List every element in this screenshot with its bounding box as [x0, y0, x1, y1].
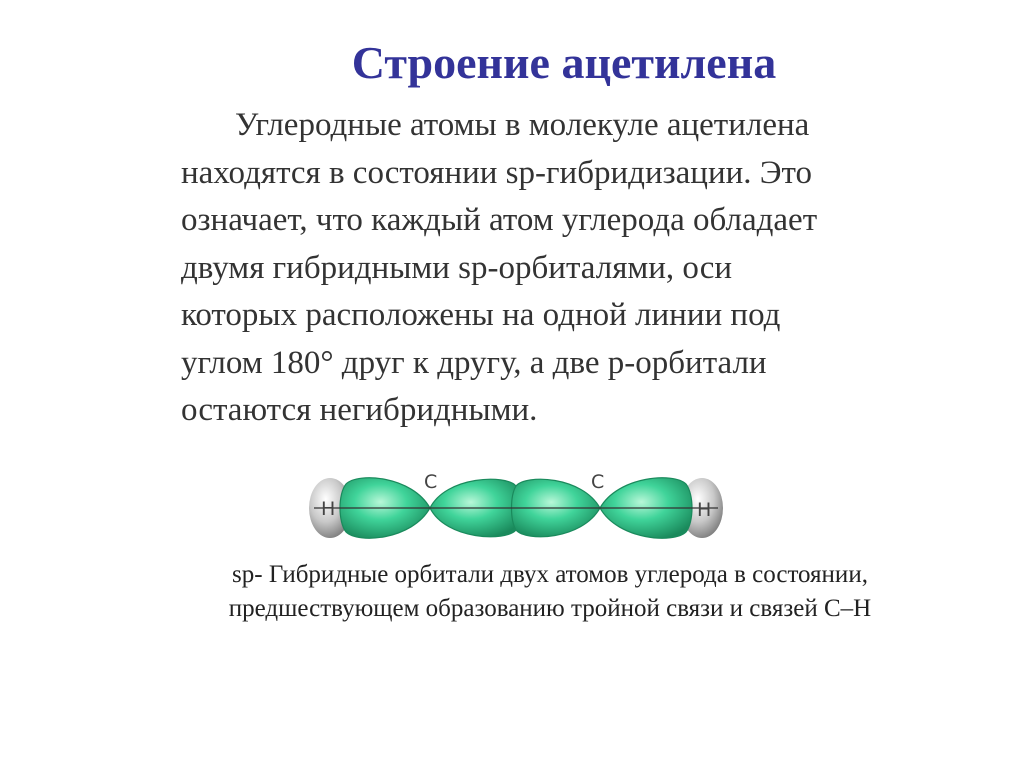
paragraph-line: Углеродные атомы в молекуле ацетилена: [235, 107, 810, 143]
diagram-caption: [150, 558, 950, 626]
atom-label-h-left: H: [321, 498, 336, 520]
paragraph-line: остаются негибридными.: [181, 392, 538, 428]
atom-label-h-right: H: [697, 499, 712, 521]
description-paragraph: [181, 102, 981, 435]
paragraph-line: находятся в состоянии sp-гибридизации. Это: [181, 154, 813, 191]
atom-label-c-right: C: [591, 471, 605, 493]
paragraph-line: означает, что каждый атом углерода обладает: [181, 202, 818, 238]
atom-label-c-left: C: [424, 471, 438, 493]
paragraph-line: двумя гибридными sp-орбиталями, оси: [181, 249, 733, 286]
slide-title: Строение ацетилена: [351, 37, 777, 88]
paragraph-line: которых расположены на одной линии под: [181, 297, 781, 333]
caption-line: sp- Гибридные орбитали двух атомов углерода в состоянии,: [232, 561, 868, 588]
acetylene-orbital-diagram: [308, 462, 724, 554]
paragraph-line: углом 180° друг к другу, а две р-орбитали: [181, 344, 767, 381]
caption-line: предшествующем образованию тройной связи и связей С–Н: [228, 595, 872, 622]
